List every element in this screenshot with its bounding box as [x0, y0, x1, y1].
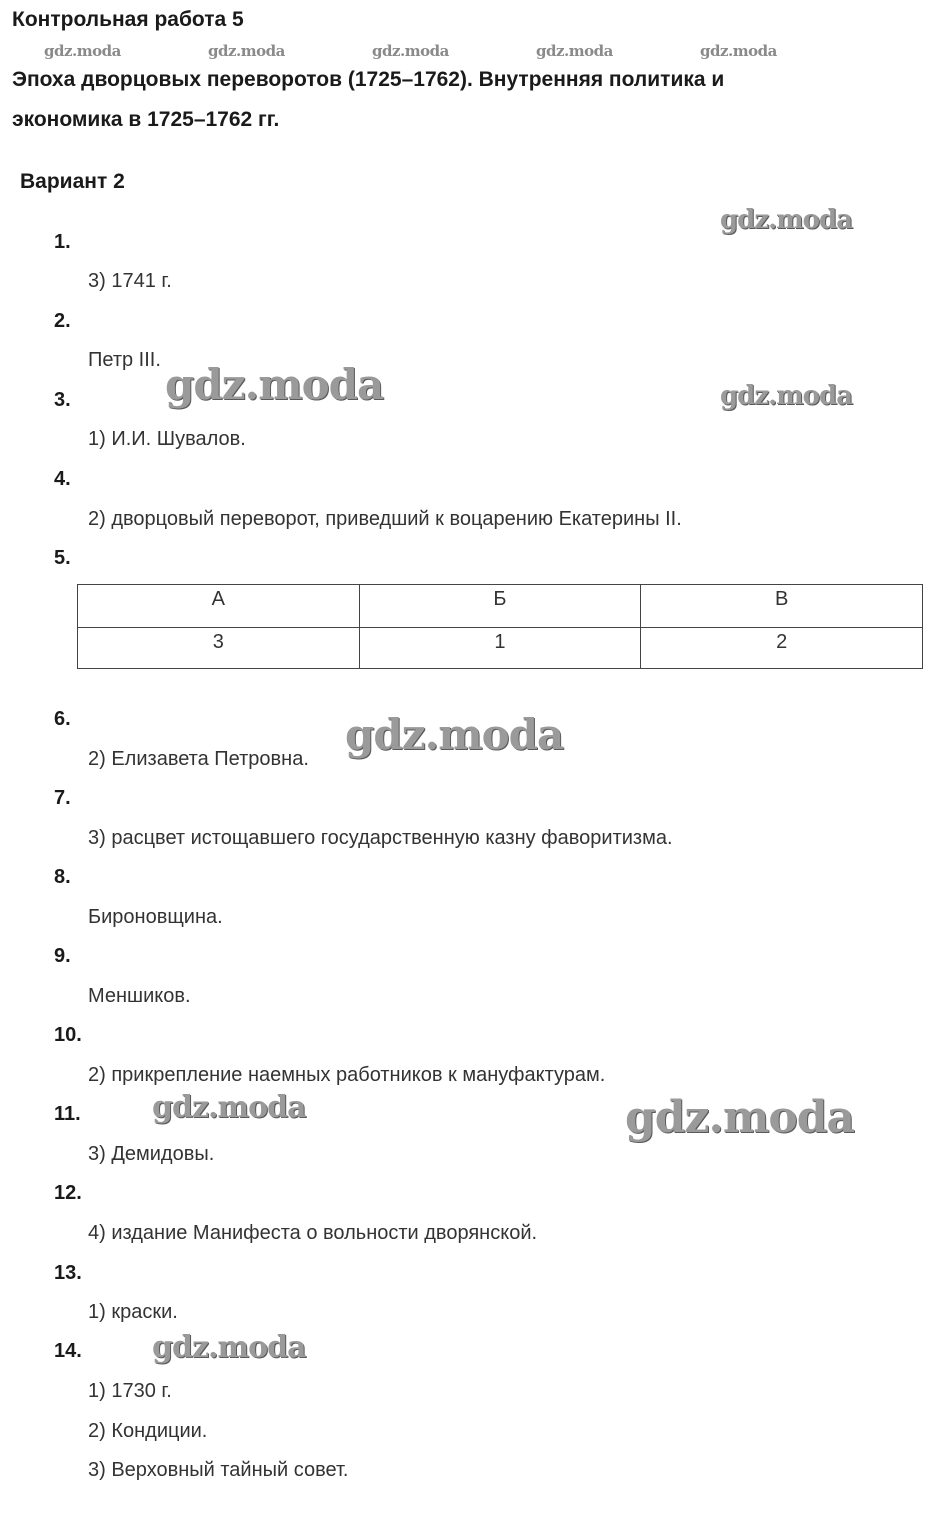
watermark: gdz.moda [700, 42, 777, 60]
watermark: gdz.moda [208, 42, 285, 60]
answer-text: 3) 1741 г. [88, 270, 172, 292]
question-number: 12. [54, 1182, 82, 1204]
page-title: Контрольная работа 5 [12, 8, 244, 31]
watermark: gdz.moda [44, 42, 121, 60]
question-number: 13. [54, 1262, 82, 1284]
answer-text: 2) Елизавета Петровна. [88, 748, 309, 770]
question-number: 1. [54, 231, 71, 253]
watermark: gdz.moda [152, 1090, 306, 1125]
answer-text: 3) Демидовы. [88, 1143, 215, 1165]
question-number: 11. [54, 1103, 81, 1125]
question-number: 10. [54, 1024, 82, 1046]
watermark: gdz.moda [152, 1330, 306, 1365]
topic-line-2: экономика в 1725–1762 гг. [12, 108, 280, 131]
table-header-cell: Б [359, 585, 641, 628]
watermark: gdz.moda [372, 42, 449, 60]
question-number: 7. [54, 787, 71, 809]
answer-table [77, 584, 923, 669]
table-header-cell: А [78, 585, 360, 628]
answer-text: 2) прикрепление наемных работников к мануфактурам. [88, 1064, 606, 1086]
question-number: 5. [54, 547, 71, 569]
answer-text: Меншиков. [88, 985, 191, 1007]
watermark: gdz.moda [345, 710, 564, 759]
table-cell: 3 [78, 628, 360, 669]
table-row [78, 628, 923, 669]
table-header-row [78, 585, 923, 628]
answer-text: Бироновщина. [88, 906, 223, 928]
question-number: 9. [54, 945, 71, 967]
watermark: gdz.moda [720, 381, 853, 411]
question-number: 2. [54, 310, 71, 332]
question-number: 6. [54, 708, 71, 730]
question-number: 14. [54, 1340, 82, 1362]
topic-line-1: Эпоха дворцовых переворотов (1725–1762). Внутренняя политика и [12, 68, 725, 91]
variant-label: Вариант 2 [20, 170, 125, 193]
watermark: gdz.moda [536, 42, 613, 60]
question-number: 8. [54, 866, 71, 888]
table-cell: 1 [359, 628, 641, 669]
answer-text: 1) И.И. Шувалов. [88, 428, 246, 450]
watermark: gdz.moda [165, 360, 384, 409]
table-header-cell: В [641, 585, 923, 628]
watermark: gdz.moda [625, 1092, 855, 1143]
answer-text: 2) дворцовый переворот, приведший к воцарению Екатерины II. [88, 508, 682, 530]
question-number: 3. [54, 389, 71, 411]
answer-text: 4) издание Манифеста о вольности дворянской. [88, 1222, 538, 1244]
answer-text: 2) Кондиции. [88, 1420, 208, 1442]
answer-text: Петр III. [88, 349, 161, 371]
answer-text: 1) 1730 г. [88, 1380, 172, 1402]
answer-text: 3) Верховный тайный совет. [88, 1459, 349, 1481]
watermark: gdz.moda [720, 205, 853, 235]
answer-text: 1) краски. [88, 1301, 178, 1323]
table-cell: 2 [641, 628, 923, 669]
answer-text: 3) расцвет истощавшего государственную казну фаворитизма. [88, 827, 673, 849]
question-number: 4. [54, 468, 71, 490]
